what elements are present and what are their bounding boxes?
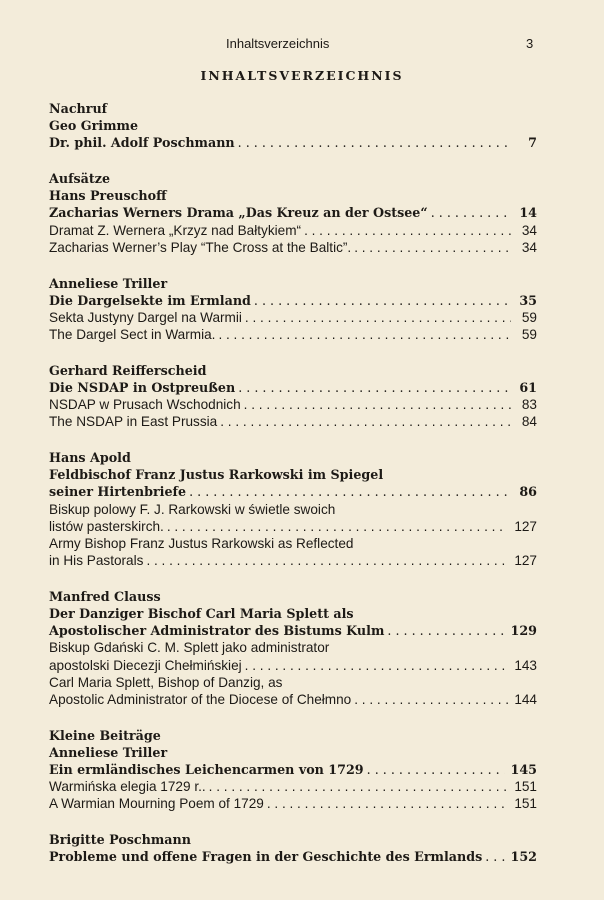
- entry-page-number: 59: [521, 309, 537, 325]
- entry-page-number: 84: [521, 414, 537, 430]
- section-heading: Manfred Clauss: [49, 588, 161, 604]
- entry-title: Geo Grimme: [49, 118, 139, 134]
- dot-leader: [238, 134, 511, 151]
- toc-entry: [49, 396, 537, 413]
- dot-leader: [189, 483, 511, 500]
- toc-entry: [49, 552, 537, 569]
- entry-page-number: 127: [514, 553, 537, 569]
- dot-leader: [218, 326, 511, 343]
- entry-page-number: 151: [514, 796, 537, 812]
- dot-leader: [146, 552, 508, 569]
- entry-page-number: 35: [519, 292, 537, 308]
- entry-title: A Warmian Mourning Poem of 1729: [49, 796, 264, 812]
- entry-title: Die NSDAP in Ostpreußen: [49, 379, 236, 395]
- dot-leader: [245, 309, 511, 326]
- dot-leader: [254, 292, 511, 309]
- toc-entry: [49, 691, 537, 708]
- toc-entry: [49, 292, 537, 309]
- entry-page-number: 152: [510, 849, 537, 865]
- entry-title: NSDAP w Prusach Wschodnich: [49, 397, 241, 413]
- toc-entry: [49, 483, 537, 500]
- entry-title: apostolski Diecezji Chełmińskiej: [49, 657, 242, 673]
- entry-page-number: 144: [514, 691, 537, 707]
- dot-leader: [238, 379, 511, 396]
- toc-line: [49, 501, 537, 518]
- section-heading: Aufsätze: [49, 171, 111, 187]
- running-head-title: Inhaltsverzeichnis: [226, 36, 330, 51]
- section-heading: Kleine Beiträge: [49, 727, 161, 743]
- entry-title: The NSDAP in East Prussia: [49, 414, 218, 430]
- dot-leader: [367, 761, 505, 778]
- dot-leader: [354, 691, 508, 708]
- toc-entry: [49, 622, 537, 639]
- entry-page-number: 151: [514, 779, 537, 795]
- entry-page-number: 34: [521, 239, 537, 255]
- toc-entry: [49, 413, 537, 430]
- entry-page-number: 59: [521, 327, 537, 343]
- entry-title: Sekta Justyny Dargel na Warmii: [49, 309, 242, 325]
- entry-title: Army Bishop Franz Justus Rarkowski as Reflected: [49, 535, 354, 551]
- toc-entry: [49, 326, 537, 343]
- entry-page-number: 127: [514, 518, 537, 534]
- toc-line: [49, 187, 537, 204]
- entry-title: Apostolic Administrator of the Diocese of Chełmno: [49, 691, 352, 707]
- entry-title: Ein ermländisches Leichencarmen von 1729: [49, 762, 364, 777]
- entry-title: Probleme und offene Fragen in der Geschichte des Ermlands: [49, 849, 483, 865]
- entry-title: Anneliese Triller: [49, 744, 168, 760]
- dot-leader: [244, 396, 511, 413]
- entry-title: Dr. phil. Adolf Poschmann: [49, 135, 235, 151]
- entry-title: in His Pastorals: [49, 553, 144, 569]
- dot-leader: [485, 848, 504, 865]
- dot-leader: [209, 778, 509, 795]
- toc-entry: [49, 778, 537, 795]
- entry-title: Biskup Gdański C. M. Splett jako administrator: [49, 640, 330, 656]
- section-gap: [49, 569, 537, 588]
- entry-title: The Dargel Sect in Warmia.: [49, 327, 216, 343]
- entry-page-number: 143: [514, 657, 537, 673]
- toc-entry: [49, 795, 537, 812]
- dot-leader: [431, 204, 511, 221]
- toc-line: [49, 535, 537, 552]
- entry-page-number: 14: [519, 205, 537, 221]
- toc-entry: [49, 222, 537, 239]
- section-heading: Nachruf: [49, 101, 108, 116]
- entry-title: Carl Maria Splett, Bishop of Danzig, as: [49, 674, 283, 690]
- section-gap: [49, 431, 537, 450]
- entry-page-number: 34: [521, 222, 537, 238]
- entry-page-number: 83: [521, 397, 537, 413]
- toc-entry: [49, 379, 537, 396]
- entry-page-number: 145: [510, 762, 537, 777]
- entry-title: Zacharias Werner’s Play “The Cross at the Baltic”.: [49, 239, 352, 255]
- section-gap: [49, 813, 537, 832]
- dot-leader: [220, 413, 511, 430]
- entry-title: Der Danziger Bischof Carl Maria Splett als: [49, 606, 354, 621]
- toc-line: [49, 605, 537, 622]
- entry-page-number: 7: [528, 135, 537, 151]
- toc-line: [49, 639, 537, 656]
- entry-title: Die Dargelsekte im Ermland: [49, 292, 251, 308]
- section-gap: [49, 256, 537, 275]
- section-heading: Brigitte Poschmann: [49, 832, 191, 848]
- dot-leader: [167, 518, 508, 535]
- entry-title: Apostolischer Administrator des Bistums Kulm: [49, 623, 385, 639]
- entry-title: Biskup polowy F. J. Rarkowski w świetle swoich: [49, 501, 336, 517]
- toc-line: [49, 744, 537, 761]
- entry-title: Hans Preuschoff: [49, 188, 167, 204]
- entry-title: Warmińska elegia 1729 r..: [49, 779, 206, 795]
- dot-leader: [267, 795, 508, 812]
- entry-title: Feldbischof Franz Justus Rarkowski im Spiegel: [49, 467, 384, 483]
- toc-entry: [49, 761, 537, 778]
- section-heading: Anneliese Triller: [49, 275, 168, 291]
- toc-entry: [49, 518, 537, 535]
- section-heading: Hans Apold: [49, 450, 131, 465]
- toc-line: [49, 117, 537, 134]
- page-title: INHALTSVERZEICHNIS: [200, 68, 404, 83]
- dot-leader: [245, 657, 509, 674]
- toc-entry: [49, 204, 537, 221]
- toc-line: [49, 466, 537, 483]
- dot-leader: [304, 222, 511, 239]
- toc-entry: [49, 239, 537, 256]
- toc-entry: [49, 134, 537, 151]
- entry-title: seiner Hirtenbriefe: [49, 484, 187, 500]
- entry-page-number: 129: [510, 623, 537, 639]
- toc-line: [49, 674, 537, 691]
- entry-title: Dramat Z. Wernera „Krzyz nad Bałtykiem“: [49, 222, 302, 238]
- entry-page-number: 86: [519, 484, 537, 500]
- section-gap: [49, 343, 537, 362]
- section-gap: [49, 708, 537, 727]
- page-number: 3: [526, 36, 534, 51]
- entry-title: Zacharias Werners Drama „Das Kreuz an der Ostsee“: [49, 205, 428, 221]
- dot-leader: [354, 239, 511, 256]
- section-gap: [49, 152, 537, 171]
- table-of-contents: [49, 100, 537, 865]
- entry-page-number: 61: [519, 379, 537, 395]
- entry-title: listów pasterskirch.: [49, 518, 164, 534]
- dot-leader: [387, 622, 504, 639]
- toc-entry: [49, 848, 537, 865]
- toc-entry: [49, 309, 537, 326]
- section-heading: Gerhard Reifferscheid: [49, 362, 207, 378]
- toc-entry: [49, 657, 537, 674]
